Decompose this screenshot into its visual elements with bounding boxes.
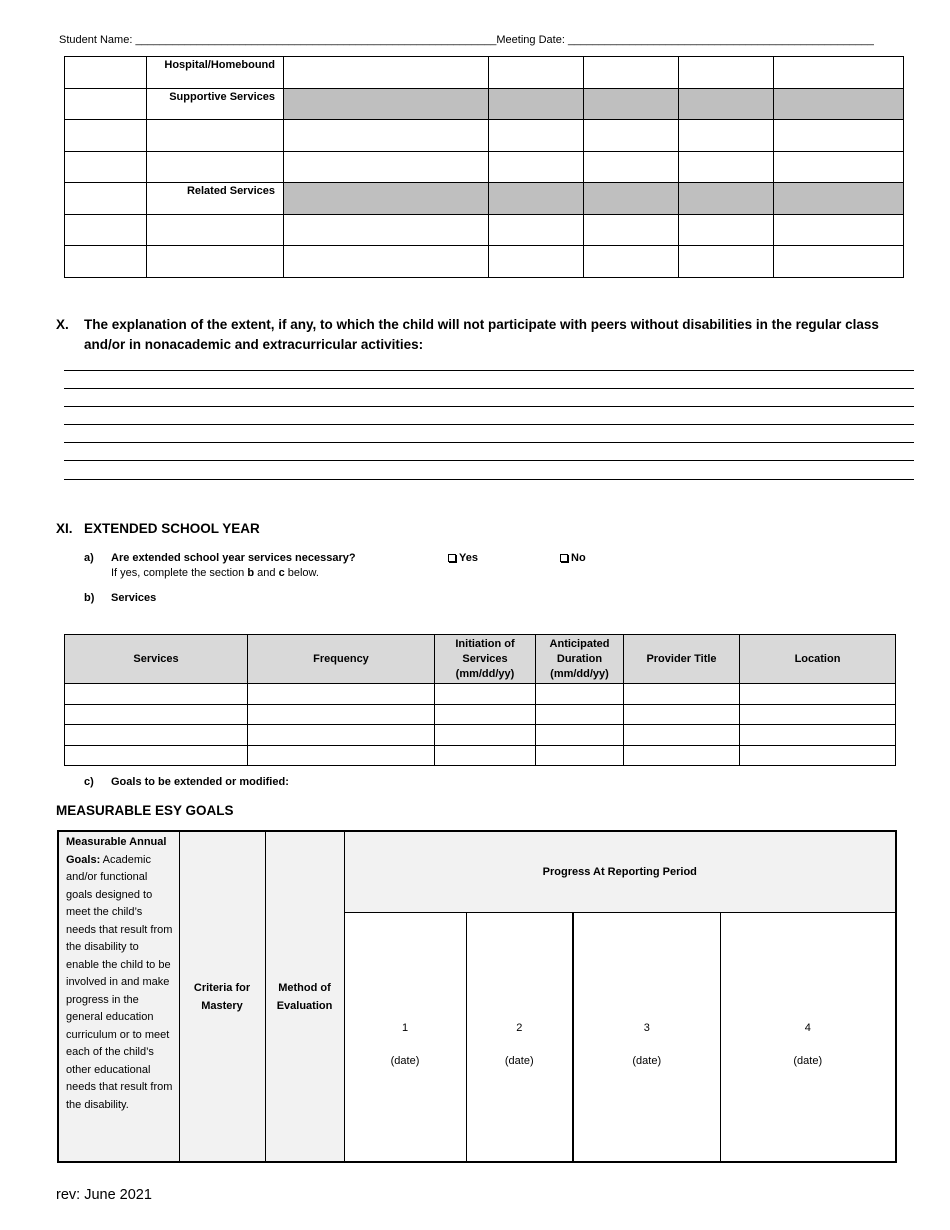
col-header-frequency: Frequency [248, 635, 435, 684]
method-header: Method of Evaluation [265, 831, 344, 1162]
table-cell[interactable] [65, 684, 248, 705]
period-date: (date) [390, 1054, 420, 1067]
annual-goals-title: Measurable Annual Goals: [66, 836, 167, 866]
table-cell[interactable] [284, 120, 489, 152]
period-number: 4 [804, 1022, 811, 1035]
note-bold-c: c [278, 567, 285, 579]
period-number: 1 [401, 1022, 409, 1035]
item-b-text: Services [111, 592, 157, 604]
table-cell[interactable] [740, 684, 896, 705]
table-cell[interactable] [584, 246, 679, 278]
table-cell[interactable] [284, 214, 489, 246]
section-x-number: X. [56, 317, 69, 332]
table-cell[interactable] [584, 151, 679, 183]
period-date: (date) [793, 1054, 823, 1067]
section-xi-heading [56, 521, 260, 536]
table-cell[interactable] [65, 704, 248, 725]
note-text: and [254, 567, 279, 579]
table-cell[interactable] [284, 57, 489, 89]
shaded-cell [489, 183, 584, 215]
section-xi-number: XI. [56, 521, 73, 536]
writing-line[interactable] [64, 460, 914, 461]
table-row [65, 684, 896, 705]
question-a-note [111, 567, 319, 579]
table-cell[interactable] [65, 88, 147, 120]
table-cell[interactable] [679, 151, 774, 183]
table-cell[interactable] [147, 246, 284, 278]
row-label-hospital-homebound: Hospital/Homebound [147, 57, 284, 89]
col-header-duration: Anticipated Duration (mm/dd/yy) [536, 635, 624, 684]
meeting-date-label: Meeting Date: [496, 34, 568, 46]
table-cell[interactable] [248, 684, 435, 705]
criteria-header: Criteria for Mastery [179, 831, 265, 1162]
student-name-label: Student Name: [59, 34, 136, 46]
table-cell[interactable] [584, 57, 679, 89]
writing-line[interactable] [64, 370, 914, 371]
table-cell[interactable] [489, 120, 584, 152]
table-cell[interactable] [536, 725, 624, 746]
table-cell[interactable] [624, 745, 740, 766]
table-row [65, 120, 904, 152]
item-c-text: Goals to be extended or modified: [111, 776, 289, 788]
table-row [65, 246, 904, 278]
yes-option[interactable] [448, 552, 478, 564]
table-cell[interactable] [774, 151, 904, 183]
table-header-row [65, 635, 896, 684]
table-cell[interactable] [624, 704, 740, 725]
note-text: below. [284, 567, 319, 579]
table-cell[interactable] [584, 120, 679, 152]
table-cell[interactable] [248, 745, 435, 766]
esy-services-table [64, 634, 896, 766]
shaded-cell [679, 183, 774, 215]
table-cell[interactable] [536, 704, 624, 725]
row-label-supportive-services: Supportive Services [147, 88, 284, 120]
shaded-cell [584, 88, 679, 120]
writing-line[interactable] [64, 406, 914, 407]
question-a-text: Are extended school year services necessary? [111, 552, 356, 564]
col-header-provider: Provider Title [624, 635, 740, 684]
yes-checkbox[interactable] [448, 554, 456, 562]
period-number: 2 [516, 1022, 523, 1035]
table-cell[interactable] [435, 684, 536, 705]
table-cell[interactable] [65, 214, 147, 246]
shaded-cell [584, 183, 679, 215]
writing-line[interactable] [64, 424, 914, 425]
shaded-cell [774, 88, 904, 120]
table-cell[interactable] [284, 151, 489, 183]
table-cell[interactable] [65, 725, 248, 746]
no-option[interactable] [560, 552, 586, 564]
shaded-cell [284, 183, 489, 215]
table-cell[interactable] [774, 57, 904, 89]
table-cell[interactable] [584, 214, 679, 246]
table-cell[interactable] [65, 151, 147, 183]
table-cell[interactable] [435, 745, 536, 766]
header-line [59, 34, 899, 46]
table-cell[interactable] [624, 684, 740, 705]
shaded-cell [489, 88, 584, 120]
meeting-date-field[interactable]: __________________________________________________ [567, 34, 874, 46]
table-row [65, 88, 904, 120]
period-date: (date) [504, 1054, 534, 1067]
table-cell[interactable] [435, 725, 536, 746]
yes-label: Yes [459, 552, 478, 564]
table-cell[interactable] [774, 214, 904, 246]
revision-footer: rev: June 2021 [56, 1187, 152, 1203]
note-bold-b: b [247, 567, 255, 579]
item-b-label: b) [84, 592, 95, 604]
no-label: No [571, 552, 586, 564]
table-row [65, 57, 904, 89]
question-a-label: a) [84, 552, 94, 564]
table-cell[interactable] [536, 745, 624, 766]
writing-line[interactable] [64, 442, 914, 443]
reporting-period-3[interactable] [573, 912, 720, 1162]
reporting-period-1[interactable] [344, 912, 466, 1162]
note-text: If yes, complete the section [111, 567, 248, 579]
table-cell[interactable] [489, 57, 584, 89]
shaded-cell [679, 88, 774, 120]
reporting-period-4[interactable] [720, 912, 896, 1162]
annual-goals-description: Academic and/or functional goals designed to meet the child’s needs that result from the disability to enable the child to be involved in and make progress in the general education curriculum or to meet each of the child’s other educational needs that result from the disability. [66, 853, 173, 1111]
col-header-initiation: Initiation of Services (mm/dd/yy) [435, 635, 536, 684]
table-row [65, 183, 904, 215]
item-c-label: c) [84, 776, 94, 788]
writing-line[interactable] [64, 479, 914, 480]
table-cell[interactable] [740, 725, 896, 746]
no-checkbox[interactable] [560, 554, 568, 562]
services-table [64, 56, 904, 278]
table-cell[interactable] [147, 214, 284, 246]
period-date: (date) [632, 1054, 662, 1067]
table-row [65, 745, 896, 766]
table-cell[interactable] [740, 704, 896, 725]
table-cell[interactable] [65, 745, 248, 766]
section-x-text: The explanation of the extent, if any, to which the child will not participate with peers without disabilities in the regular class and/or in nonacademic and extracurricular activities: [84, 317, 879, 352]
table-cell[interactable] [740, 745, 896, 766]
reporting-period-2[interactable] [466, 912, 573, 1162]
table-cell[interactable] [679, 120, 774, 152]
period-number: 3 [643, 1022, 650, 1035]
table-cell[interactable] [774, 246, 904, 278]
section-xi-title: EXTENDED SCHOOL YEAR [84, 521, 260, 536]
table-cell[interactable] [65, 57, 147, 89]
goals-heading: MEASURABLE ESY GOALS [56, 803, 234, 818]
table-cell[interactable] [536, 684, 624, 705]
table-cell[interactable] [679, 214, 774, 246]
table-row [65, 214, 904, 246]
table-cell[interactable] [679, 246, 774, 278]
col-header-location: Location [740, 635, 896, 684]
table-cell[interactable] [147, 120, 284, 152]
table-cell[interactable] [147, 151, 284, 183]
table-cell[interactable] [248, 725, 435, 746]
shaded-cell [284, 88, 489, 120]
table-row [65, 704, 896, 725]
table-cell[interactable] [435, 704, 536, 725]
table-cell[interactable] [65, 246, 147, 278]
esy-goals-table [57, 830, 897, 1163]
annual-goals-header [58, 831, 179, 1162]
table-cell[interactable] [248, 704, 435, 725]
table-cell[interactable] [489, 214, 584, 246]
table-cell[interactable] [774, 120, 904, 152]
table-cell[interactable] [624, 725, 740, 746]
progress-header: Progress At Reporting Period [344, 831, 896, 912]
table-cell[interactable] [679, 57, 774, 89]
table-row [58, 831, 896, 912]
table-row [65, 725, 896, 746]
table-cell[interactable] [489, 246, 584, 278]
writing-line[interactable] [64, 388, 914, 389]
col-header-services: Services [65, 635, 248, 684]
student-name-field[interactable]: ___________________________________________________________ [135, 34, 497, 46]
table-cell[interactable] [284, 246, 489, 278]
table-cell[interactable] [65, 183, 147, 215]
row-label-related-services: Related Services [147, 183, 284, 215]
table-cell[interactable] [65, 120, 147, 152]
shaded-cell [774, 183, 904, 215]
table-cell[interactable] [489, 151, 584, 183]
table-row [65, 151, 904, 183]
